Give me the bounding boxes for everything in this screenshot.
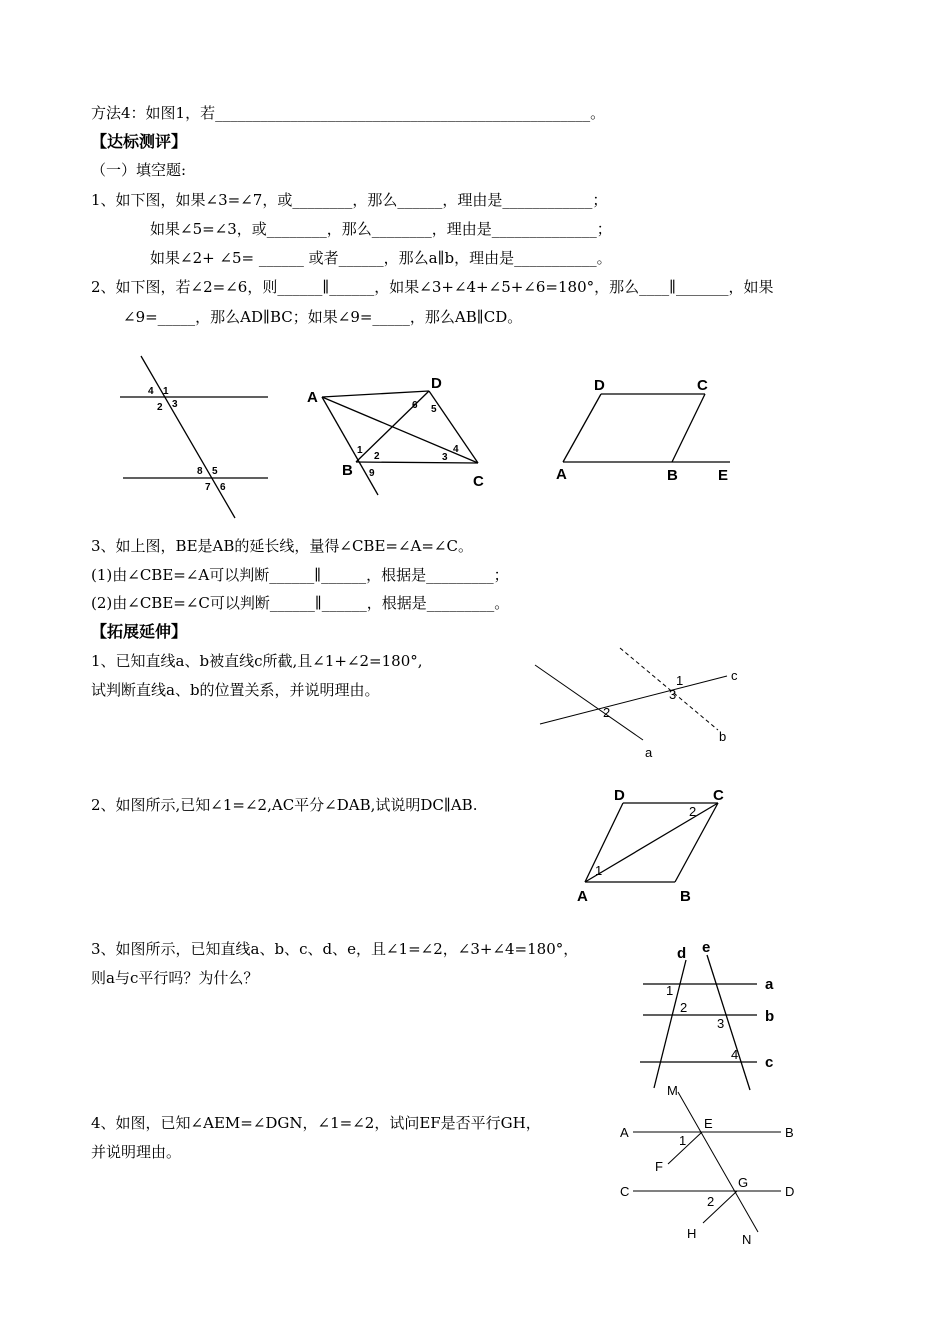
fig4-label-b: b xyxy=(719,729,727,744)
fig4-label-a: a xyxy=(645,745,653,760)
question-1-line-c: 如果∠2+ ∠5= ______ 或者______，那么a∥b，理由是___________。 xyxy=(150,249,612,267)
fig2-label-4: 4 xyxy=(453,444,459,455)
fig5-label-C: C xyxy=(713,787,724,804)
fig1-label-2: 2 xyxy=(157,402,163,413)
fig1-label-7: 7 xyxy=(205,482,211,493)
extension-1-line-b: 试判断直线a、b的位置关系，并说明理由。 xyxy=(91,681,380,699)
fig4-label-2: 2 xyxy=(603,705,611,720)
fill-blank-heading: （一）填空题: xyxy=(91,161,187,179)
fig4-label-1: 1 xyxy=(676,673,684,688)
fig1-label-5: 5 xyxy=(212,466,218,477)
fig2-label-A: A xyxy=(307,389,318,406)
extension-3-line-b: 则a与c平行吗？为什么？ xyxy=(91,969,259,987)
fig7-label-G: G xyxy=(738,1175,749,1190)
fig2-label-D: D xyxy=(431,375,442,392)
fig1-label-1: 1 xyxy=(163,386,169,397)
fig4-label-c: c xyxy=(731,668,738,683)
fig6-label-d: d xyxy=(677,945,687,962)
fig6-label-2: 2 xyxy=(680,1000,688,1015)
fig2-label-B: B xyxy=(342,462,353,479)
fig2-label-5: 5 xyxy=(431,404,437,415)
fig3-label-C: C xyxy=(697,377,708,394)
fig3-label-B: B xyxy=(667,467,678,484)
fig7-label-D: D xyxy=(785,1184,795,1199)
fig5-label-A: A xyxy=(577,888,588,905)
fig3-label-E: E xyxy=(718,467,729,484)
fig3-label-A: A xyxy=(556,466,567,483)
fig7-label-H: H xyxy=(687,1226,697,1241)
section-heading-eval: 【达标测评】 xyxy=(91,132,188,151)
question-2-line-b: ∠9=_____，那么AD∥BC；如果∠9=_____，那么AB∥CD。 xyxy=(123,308,523,326)
fig5-label-2: 2 xyxy=(689,804,697,819)
fig5-label-D: D xyxy=(614,787,625,804)
fig1-label-8: 8 xyxy=(197,466,203,477)
fig2-label-3: 3 xyxy=(442,452,448,463)
question-1-line-a: 1、如下图，如果∠3=∠7，或________，那么______，理由是____________； xyxy=(91,191,608,209)
fig7-label-E: E xyxy=(704,1116,713,1131)
fig5-label-B: B xyxy=(680,888,691,905)
fig1-label-4: 4 xyxy=(148,386,154,397)
fig5-label-1: 1 xyxy=(595,863,603,878)
fig7-label-N: N xyxy=(742,1232,752,1247)
question-3-line-b: (1)由∠CBE=∠A可以判断______∥______，根据是_________； xyxy=(91,566,509,584)
fig7-label-C: C xyxy=(620,1184,630,1199)
method4-line: 方法4：如图1，若__________________________________________________。 xyxy=(91,104,606,122)
fig2-label-1: 1 xyxy=(357,445,363,456)
fig6-label-a: a xyxy=(765,976,774,993)
fig6-label-3: 3 xyxy=(717,1016,725,1031)
fig6-label-4: 4 xyxy=(731,1047,739,1062)
extension-4-line-b: 并说明理由。 xyxy=(91,1143,182,1161)
fig2-label-2: 2 xyxy=(374,451,380,462)
section-heading-extension: 【拓展延伸】 xyxy=(91,622,188,641)
question-2-line-a: 2、如下图，若∠2=∠6，则______∥______，如果∠3+∠4+∠5+∠6=180°，那么____∥_______，如果 xyxy=(91,278,774,296)
fig2-label-C: C xyxy=(473,473,484,490)
fig7-label-F: F xyxy=(655,1159,663,1174)
extension-2-line: 2、如图所示,已知∠1=∠2,AC平分∠DAB,试说明DC∥AB. xyxy=(91,796,478,814)
question-3-line-c: (2)由∠CBE=∠C可以判断______∥______，根据是_________。 xyxy=(91,594,510,612)
fig6-label-e: e xyxy=(702,939,711,956)
fig2-label-6: 6 xyxy=(412,400,418,411)
fig3-label-D: D xyxy=(594,377,605,394)
fig6-label-b: b xyxy=(765,1008,775,1025)
question-3-line-a: 3、如上图，BE是AB的延长线，量得∠CBE=∠A=∠C。 xyxy=(91,537,473,555)
fig6-label-1: 1 xyxy=(666,983,674,998)
fig7-label-1: 1 xyxy=(679,1133,687,1148)
extension-1-line-a: 1、已知直线a、b被直线c所截,且∠1+∠2=180°, xyxy=(91,652,423,670)
fig7-label-A: A xyxy=(620,1125,629,1140)
fig7-label-2: 2 xyxy=(707,1194,715,1209)
fig6-label-c: c xyxy=(765,1054,774,1071)
fig7-label-M: M xyxy=(667,1083,678,1098)
fig1-label-3: 3 xyxy=(172,399,178,410)
fig4-label-3: 3 xyxy=(669,687,677,702)
question-1-line-b: 如果∠5=∠3，或________，那么________，理由是______________； xyxy=(150,220,612,238)
extension-3-line-a: 3、如图所示，已知直线a、b、c、d、e，且∠1=∠2，∠3+∠4=180°， xyxy=(91,940,579,958)
fig2-label-9: 9 xyxy=(369,468,375,479)
fig7-label-B: B xyxy=(785,1125,794,1140)
extension-4-line-a: 4、如图，已知∠AEM=∠DGN，∠1=∠2，试问EF是否平行GH， xyxy=(91,1114,541,1132)
fig1-label-6: 6 xyxy=(220,482,226,493)
